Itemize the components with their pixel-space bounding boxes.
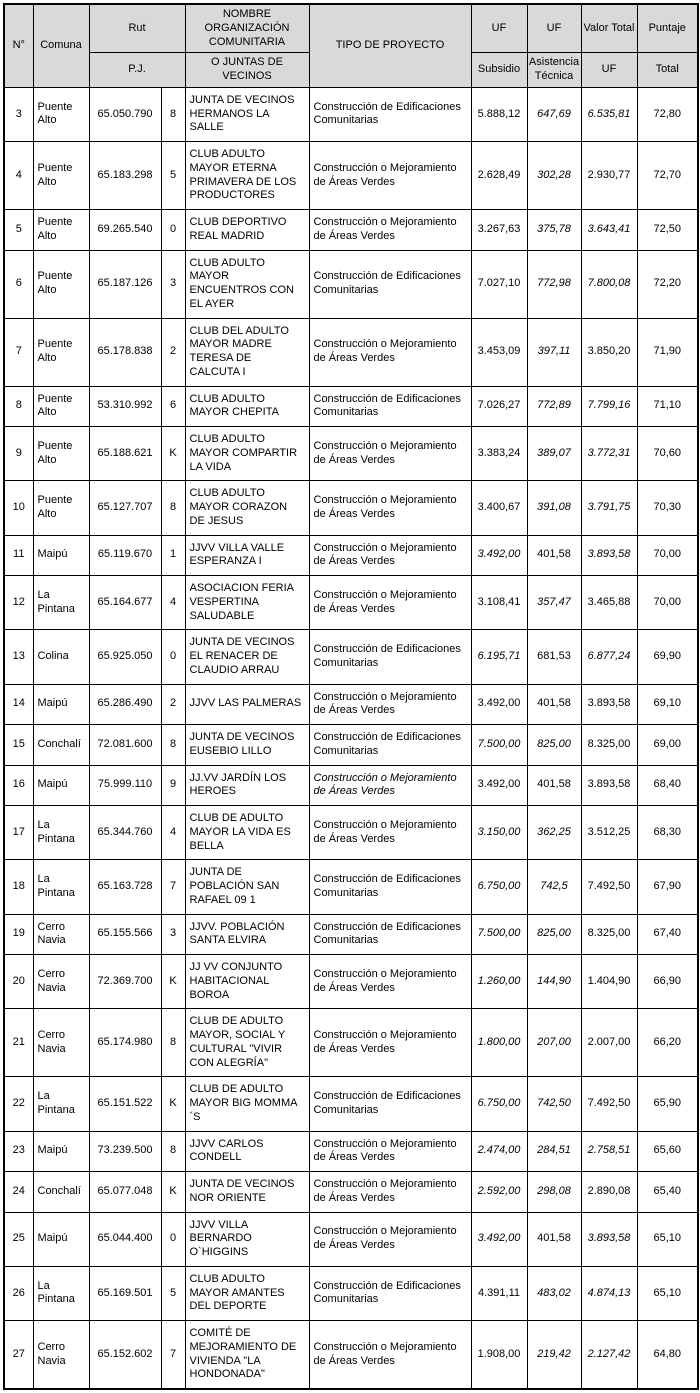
- rut-dv-cell: 0: [161, 630, 185, 684]
- uf-asistencia-cell: 389,07: [527, 427, 581, 481]
- project-type-cell: Construcción o Mejoramiento de Áreas Verdes: [309, 1212, 471, 1266]
- rut-dv-cell: 4: [161, 576, 185, 630]
- uf-asistencia-cell: 772,89: [527, 386, 581, 427]
- table-row: [4, 860, 698, 914]
- project-type-cell: Construcción de Edificaciones Comunitarias: [309, 860, 471, 914]
- row-number-cell: 5: [4, 210, 33, 251]
- organization-name-cell: CLUB ADULTO MAYOR AMANTES DEL DEPORTE: [185, 1266, 309, 1320]
- organization-name-cell: JUNTA DE VECINOS EL RENACER DE CLAUDIO ARRAU: [185, 630, 309, 684]
- project-type-cell: Construcción o Mejoramiento de Áreas Verdes: [309, 1321, 471, 1390]
- organization-name-cell: CLUB DE ADULTO MAYOR LA VIDA ES BELLA: [185, 806, 309, 860]
- row-number-cell: 16: [4, 765, 33, 806]
- valor-total-uf-cell: 6.877,24: [581, 630, 637, 684]
- puntaje-total-cell: 72,80: [637, 87, 698, 141]
- project-type-cell: Construcción de Edificaciones Comunitarias: [309, 630, 471, 684]
- table-row: [4, 87, 698, 141]
- rut-dv-cell: 7: [161, 1321, 185, 1390]
- table-body: [4, 87, 698, 1389]
- comuna-cell: Maipú: [33, 1212, 89, 1266]
- uf-subsidio-cell: 7.500,00: [471, 914, 527, 955]
- puntaje-total-cell: 67,40: [637, 914, 698, 955]
- rut-cell: 65.127.707: [89, 481, 161, 535]
- header-comuna: Comuna: [33, 4, 89, 87]
- uf-asistencia-cell: 284,51: [527, 1131, 581, 1172]
- uf-subsidio-cell: 3.150,00: [471, 806, 527, 860]
- rut-cell: 69.265.540: [89, 210, 161, 251]
- table-row: [4, 250, 698, 318]
- uf-asistencia-cell: 825,00: [527, 725, 581, 766]
- uf-asistencia-cell: 825,00: [527, 914, 581, 955]
- comuna-cell: Puente Alto: [33, 427, 89, 481]
- table-row: [4, 1172, 698, 1213]
- organization-name-cell: CLUB ADULTO MAYOR CORAZON DE JESUS: [185, 481, 309, 535]
- puntaje-total-cell: 65,10: [637, 1212, 698, 1266]
- rut-cell: 65.050.790: [89, 87, 161, 141]
- organization-name-cell: JUNTA DE VECINOS NOR ORIENTE: [185, 1172, 309, 1213]
- uf-asistencia-cell: 298,08: [527, 1172, 581, 1213]
- comuna-cell: Puente Alto: [33, 481, 89, 535]
- comuna-cell: Conchalí: [33, 1172, 89, 1213]
- table-row: [4, 725, 698, 766]
- header-pj: P.J.: [89, 53, 185, 88]
- comuna-cell: Puente Alto: [33, 318, 89, 386]
- rut-cell: 72.369.700: [89, 955, 161, 1009]
- header-rut: Rut: [89, 4, 185, 53]
- table-row: [4, 1321, 698, 1390]
- uf-subsidio-cell: 5.888,12: [471, 87, 527, 141]
- project-type-cell: Construcción o Mejoramiento de Áreas Verdes: [309, 210, 471, 251]
- project-type-cell: Construcción o Mejoramiento de Áreas Verdes: [309, 684, 471, 725]
- organization-name-cell: CLUB DE ADULTO MAYOR BIG MOMMA´S: [185, 1077, 309, 1131]
- rut-dv-cell: 4: [161, 806, 185, 860]
- row-number-cell: 12: [4, 576, 33, 630]
- uf-subsidio-cell: 6.195,71: [471, 630, 527, 684]
- rut-cell: 53.310.992: [89, 386, 161, 427]
- rut-cell: 65.344.760: [89, 806, 161, 860]
- valor-total-uf-cell: 3.893,58: [581, 684, 637, 725]
- header-valor-total: Valor Total: [581, 4, 637, 53]
- organization-name-cell: ASOCIACION FERIA VESPERTINA SALUDABLE: [185, 576, 309, 630]
- table-row: [4, 1212, 698, 1266]
- rut-dv-cell: 8: [161, 1009, 185, 1077]
- uf-subsidio-cell: 3.492,00: [471, 684, 527, 725]
- valor-total-uf-cell: 3.512,25: [581, 806, 637, 860]
- rut-cell: 65.044.400: [89, 1212, 161, 1266]
- uf-subsidio-cell: 1.908,00: [471, 1321, 527, 1390]
- comuna-cell: Maipú: [33, 765, 89, 806]
- uf-asistencia-cell: 375,78: [527, 210, 581, 251]
- comuna-cell: Colina: [33, 630, 89, 684]
- table-row: [4, 806, 698, 860]
- rut-dv-cell: 5: [161, 142, 185, 210]
- valor-total-uf-cell: 7.799,16: [581, 386, 637, 427]
- table-header: [4, 4, 698, 87]
- valor-total-uf-cell: 2.127,42: [581, 1321, 637, 1390]
- valor-total-uf-cell: 3.791,75: [581, 481, 637, 535]
- uf-subsidio-cell: 3.492,00: [471, 535, 527, 576]
- uf-subsidio-cell: 4.391,11: [471, 1266, 527, 1320]
- valor-total-uf-cell: 7.800,08: [581, 250, 637, 318]
- uf-subsidio-cell: 6.750,00: [471, 860, 527, 914]
- uf-subsidio-cell: 3.383,24: [471, 427, 527, 481]
- uf-asistencia-cell: 401,58: [527, 765, 581, 806]
- organization-name-cell: JJVV VILLA BERNARDO O`HIGGINS: [185, 1212, 309, 1266]
- header-subsidio: Subsidio: [471, 53, 527, 88]
- table-row: [4, 630, 698, 684]
- project-type-cell: Construcción o Mejoramiento de Áreas Verdes: [309, 142, 471, 210]
- uf-asistencia-cell: 401,58: [527, 535, 581, 576]
- table-row: [4, 765, 698, 806]
- valor-total-uf-cell: 3.772,31: [581, 427, 637, 481]
- row-number-cell: 18: [4, 860, 33, 914]
- comuna-cell: Puente Alto: [33, 142, 89, 210]
- rut-dv-cell: K: [161, 955, 185, 1009]
- header-uf-subsidio: UF: [471, 4, 527, 53]
- row-number-cell: 17: [4, 806, 33, 860]
- uf-subsidio-cell: 2.474,00: [471, 1131, 527, 1172]
- uf-asistencia-cell: 647,69: [527, 87, 581, 141]
- rut-dv-cell: 8: [161, 481, 185, 535]
- organization-name-cell: COMITÉ DE MEJORAMIENTO DE VIVIENDA "LA HONDONADA": [185, 1321, 309, 1390]
- valor-total-uf-cell: 3.893,58: [581, 1212, 637, 1266]
- comuna-cell: Cerro Navia: [33, 955, 89, 1009]
- puntaje-total-cell: 65,90: [637, 1077, 698, 1131]
- row-number-cell: 7: [4, 318, 33, 386]
- valor-total-uf-cell: 6.535,81: [581, 87, 637, 141]
- row-number-cell: 22: [4, 1077, 33, 1131]
- comuna-cell: Puente Alto: [33, 210, 89, 251]
- table-row: [4, 386, 698, 427]
- organization-name-cell: CLUB ADULTO MAYOR ENCUENTROS CON EL AYER: [185, 250, 309, 318]
- comuna-cell: Cerro Navia: [33, 1009, 89, 1077]
- header-uf-asistencia: UF: [527, 4, 581, 53]
- project-type-cell: Construcción o Mejoramiento de Áreas Verdes: [309, 318, 471, 386]
- row-number-cell: 24: [4, 1172, 33, 1213]
- uf-asistencia-cell: 397,11: [527, 318, 581, 386]
- table-row: [4, 684, 698, 725]
- rut-dv-cell: 3: [161, 250, 185, 318]
- header-asistencia-tecnica: Asistencia Técnica: [527, 53, 581, 88]
- row-number-cell: 19: [4, 914, 33, 955]
- rut-cell: 65.163.728: [89, 860, 161, 914]
- comuna-cell: Cerro Navia: [33, 1321, 89, 1390]
- table-row: [4, 576, 698, 630]
- table-row: [4, 1077, 698, 1131]
- table-row: [4, 955, 698, 1009]
- table-row: [4, 535, 698, 576]
- row-number-cell: 8: [4, 386, 33, 427]
- puntaje-total-cell: 65,40: [637, 1172, 698, 1213]
- puntaje-total-cell: 65,60: [637, 1131, 698, 1172]
- rut-dv-cell: 1: [161, 535, 185, 576]
- table-row: [4, 914, 698, 955]
- rut-cell: 65.925.050: [89, 630, 161, 684]
- comuna-cell: La Pintana: [33, 806, 89, 860]
- rut-cell: 65.174.980: [89, 1009, 161, 1077]
- project-type-cell: Construcción o Mejoramiento de Áreas Verdes: [309, 765, 471, 806]
- row-number-cell: 27: [4, 1321, 33, 1390]
- rut-cell: 65.155.566: [89, 914, 161, 955]
- puntaje-total-cell: 69,10: [637, 684, 698, 725]
- uf-asistencia-cell: 681,53: [527, 630, 581, 684]
- comuna-cell: La Pintana: [33, 1266, 89, 1320]
- valor-total-uf-cell: 1.404,90: [581, 955, 637, 1009]
- project-type-cell: Construcción o Mejoramiento de Áreas Verdes: [309, 576, 471, 630]
- rut-cell: 65.187.126: [89, 250, 161, 318]
- valor-total-uf-cell: 8.325,00: [581, 725, 637, 766]
- puntaje-total-cell: 70,30: [637, 481, 698, 535]
- valor-total-uf-cell: 8.325,00: [581, 914, 637, 955]
- rut-cell: 65.178.838: [89, 318, 161, 386]
- row-number-cell: 21: [4, 1009, 33, 1077]
- valor-total-uf-cell: 3.850,20: [581, 318, 637, 386]
- row-number-cell: 10: [4, 481, 33, 535]
- rut-cell: 65.164.677: [89, 576, 161, 630]
- rut-dv-cell: 7: [161, 860, 185, 914]
- rut-dv-cell: 6: [161, 386, 185, 427]
- puntaje-total-cell: 71,90: [637, 318, 698, 386]
- organization-name-cell: JUNTA DE VECINOS HERMANOS LA SALLE: [185, 87, 309, 141]
- row-number-cell: 4: [4, 142, 33, 210]
- row-number-cell: 11: [4, 535, 33, 576]
- project-type-cell: Construcción de Edificaciones Comunitarias: [309, 1077, 471, 1131]
- row-number-cell: 26: [4, 1266, 33, 1320]
- valor-total-uf-cell: 2.930,77: [581, 142, 637, 210]
- rut-cell: 65.183.298: [89, 142, 161, 210]
- organization-name-cell: JJVV VILLA VALLE ESPERANZA I: [185, 535, 309, 576]
- row-number-cell: 25: [4, 1212, 33, 1266]
- row-number-cell: 9: [4, 427, 33, 481]
- valor-total-uf-cell: 3.643,41: [581, 210, 637, 251]
- project-type-cell: Construcción de Edificaciones Comunitarias: [309, 250, 471, 318]
- puntaje-total-cell: 72,20: [637, 250, 698, 318]
- organization-name-cell: JJVV. POBLACIÓN SANTA ELVIRA: [185, 914, 309, 955]
- organization-name-cell: JJVV CARLOS CONDELL: [185, 1131, 309, 1172]
- uf-asistencia-cell: 391,08: [527, 481, 581, 535]
- comuna-cell: Maipú: [33, 535, 89, 576]
- uf-subsidio-cell: 7.026,27: [471, 386, 527, 427]
- puntaje-total-cell: 70,00: [637, 576, 698, 630]
- puntaje-total-cell: 72,50: [637, 210, 698, 251]
- row-number-cell: 14: [4, 684, 33, 725]
- uf-asistencia-cell: 742,5: [527, 860, 581, 914]
- row-number-cell: 13: [4, 630, 33, 684]
- organization-name-cell: CLUB DEL ADULTO MAYOR MADRE TERESA DE CALCUTA I: [185, 318, 309, 386]
- organization-name-cell: CLUB ADULTO MAYOR COMPARTIR LA VIDA: [185, 427, 309, 481]
- uf-asistencia-cell: 742,50: [527, 1077, 581, 1131]
- comuna-cell: La Pintana: [33, 576, 89, 630]
- uf-asistencia-cell: 401,58: [527, 684, 581, 725]
- organization-name-cell: CLUB ADULTO MAYOR ETERNA PRIMAVERA DE LOS PRODUCTORES: [185, 142, 309, 210]
- uf-subsidio-cell: 2.592,00: [471, 1172, 527, 1213]
- puntaje-total-cell: 71,10: [637, 386, 698, 427]
- organization-name-cell: CLUB ADULTO MAYOR CHEPITA: [185, 386, 309, 427]
- uf-asistencia-cell: 483,02: [527, 1266, 581, 1320]
- uf-subsidio-cell: 1.800,00: [471, 1009, 527, 1077]
- puntaje-total-cell: 70,60: [637, 427, 698, 481]
- uf-asistencia-cell: 357,47: [527, 576, 581, 630]
- table-row: [4, 210, 698, 251]
- rut-dv-cell: 8: [161, 1131, 185, 1172]
- row-number-cell: 15: [4, 725, 33, 766]
- rut-cell: 75.999.110: [89, 765, 161, 806]
- comuna-cell: La Pintana: [33, 860, 89, 914]
- puntaje-total-cell: 69,90: [637, 630, 698, 684]
- rut-cell: 65.152.602: [89, 1321, 161, 1390]
- comuna-cell: Puente Alto: [33, 250, 89, 318]
- rut-dv-cell: 2: [161, 684, 185, 725]
- table-row: [4, 142, 698, 210]
- uf-asistencia-cell: 207,00: [527, 1009, 581, 1077]
- uf-subsidio-cell: 7.027,10: [471, 250, 527, 318]
- rut-cell: 72.081.600: [89, 725, 161, 766]
- rut-dv-cell: K: [161, 427, 185, 481]
- table-row: [4, 427, 698, 481]
- comuna-cell: La Pintana: [33, 1077, 89, 1131]
- rut-dv-cell: 2: [161, 318, 185, 386]
- valor-total-uf-cell: 4.874,13: [581, 1266, 637, 1320]
- organization-name-cell: CLUB DE ADULTO MAYOR, SOCIAL Y CULTURAL "VIVIR CON ALEGRÍA": [185, 1009, 309, 1077]
- project-type-cell: Construcción o Mejoramiento de Áreas Verdes: [309, 535, 471, 576]
- valor-total-uf-cell: 3.893,58: [581, 765, 637, 806]
- puntaje-total-cell: 66,90: [637, 955, 698, 1009]
- uf-subsidio-cell: 3.400,67: [471, 481, 527, 535]
- uf-subsidio-cell: 6.750,00: [471, 1077, 527, 1131]
- valor-total-uf-cell: 3.893,58: [581, 535, 637, 576]
- uf-subsidio-cell: 2.628,49: [471, 142, 527, 210]
- table-row: [4, 318, 698, 386]
- puntaje-total-cell: 72,70: [637, 142, 698, 210]
- project-type-cell: Construcción de Edificaciones Comunitarias: [309, 914, 471, 955]
- uf-asistencia-cell: 401,58: [527, 1212, 581, 1266]
- rut-dv-cell: 9: [161, 765, 185, 806]
- row-number-cell: 23: [4, 1131, 33, 1172]
- table-row: [4, 1266, 698, 1320]
- rut-dv-cell: K: [161, 1172, 185, 1213]
- header-tipo-proyecto: TIPO DE PROYECTO: [309, 4, 471, 87]
- project-type-cell: Construcción o Mejoramiento de Áreas Verdes: [309, 1131, 471, 1172]
- rut-dv-cell: K: [161, 1077, 185, 1131]
- project-type-cell: Construcción o Mejoramiento de Áreas Verdes: [309, 955, 471, 1009]
- organization-name-cell: JJ VV CONJUNTO HABITACIONAL BOROA: [185, 955, 309, 1009]
- organization-name-cell: JJ.VV JARDÍN LOS HEROES: [185, 765, 309, 806]
- table-row: [4, 481, 698, 535]
- rut-dv-cell: 8: [161, 87, 185, 141]
- organization-name-cell: CLUB DEPORTIVO REAL MADRID: [185, 210, 309, 251]
- projects-ranking-table: [3, 3, 699, 1390]
- puntaje-total-cell: 64,80: [637, 1321, 698, 1390]
- uf-asistencia-cell: 362,25: [527, 806, 581, 860]
- header-nombre-organizacion: NOMBRE ORGANIZACIÓN COMUNITARIA: [185, 4, 309, 53]
- comuna-cell: Conchalí: [33, 725, 89, 766]
- row-number-cell: 3: [4, 87, 33, 141]
- uf-asistencia-cell: 772,98: [527, 250, 581, 318]
- project-type-cell: Construcción de Edificaciones Comunitarias: [309, 725, 471, 766]
- header-puntaje: Puntaje: [637, 4, 698, 53]
- valor-total-uf-cell: 3.465,88: [581, 576, 637, 630]
- rut-cell: 65.169.501: [89, 1266, 161, 1320]
- uf-asistencia-cell: 144,90: [527, 955, 581, 1009]
- puntaje-total-cell: 70,00: [637, 535, 698, 576]
- project-type-cell: Construcción o Mejoramiento de Áreas Verdes: [309, 1009, 471, 1077]
- puntaje-total-cell: 65,10: [637, 1266, 698, 1320]
- rut-cell: 65.188.621: [89, 427, 161, 481]
- header-valor-uf: UF: [581, 53, 637, 88]
- row-number-cell: 20: [4, 955, 33, 1009]
- uf-subsidio-cell: 7.500,00: [471, 725, 527, 766]
- project-type-cell: Construcción de Edificaciones Comunitarias: [309, 386, 471, 427]
- puntaje-total-cell: 69,00: [637, 725, 698, 766]
- rut-cell: 65.119.670: [89, 535, 161, 576]
- valor-total-uf-cell: 7.492,50: [581, 1077, 637, 1131]
- organization-name-cell: JJVV LAS PALMERAS: [185, 684, 309, 725]
- project-type-cell: Construcción de Edificaciones Comunitarias: [309, 87, 471, 141]
- uf-subsidio-cell: 1.260,00: [471, 955, 527, 1009]
- rut-dv-cell: 0: [161, 210, 185, 251]
- rut-dv-cell: 3: [161, 914, 185, 955]
- uf-subsidio-cell: 3.453,09: [471, 318, 527, 386]
- uf-asistencia-cell: 219,42: [527, 1321, 581, 1390]
- rut-dv-cell: 5: [161, 1266, 185, 1320]
- valor-total-uf-cell: 2.007,00: [581, 1009, 637, 1077]
- header-numero: N°: [4, 4, 33, 87]
- puntaje-total-cell: 68,30: [637, 806, 698, 860]
- comuna-cell: Puente Alto: [33, 87, 89, 141]
- project-type-cell: Construcción o Mejoramiento de Áreas Verdes: [309, 806, 471, 860]
- valor-total-uf-cell: 7.492,50: [581, 860, 637, 914]
- project-type-cell: Construcción o Mejoramiento de Áreas Verdes: [309, 481, 471, 535]
- project-type-cell: Construcción o Mejoramiento de Áreas Verdes: [309, 1172, 471, 1213]
- header-juntas-vecinos: O JUNTAS DE VECINOS: [185, 53, 309, 88]
- rut-cell: 65.151.522: [89, 1077, 161, 1131]
- row-number-cell: 6: [4, 250, 33, 318]
- valor-total-uf-cell: 2.890,08: [581, 1172, 637, 1213]
- table-row: [4, 1009, 698, 1077]
- organization-name-cell: JUNTA DE POBLACIÓN SAN RAFAEL 09 1: [185, 860, 309, 914]
- uf-subsidio-cell: 3.267,63: [471, 210, 527, 251]
- uf-subsidio-cell: 3.492,00: [471, 1212, 527, 1266]
- table-row: [4, 1131, 698, 1172]
- project-type-cell: Construcción de Edificaciones Comunitarias: [309, 1266, 471, 1320]
- uf-subsidio-cell: 3.492,00: [471, 765, 527, 806]
- project-type-cell: Construcción o Mejoramiento de Áreas Verdes: [309, 427, 471, 481]
- valor-total-uf-cell: 2.758,51: [581, 1131, 637, 1172]
- rut-cell: 65.077.048: [89, 1172, 161, 1213]
- comuna-cell: Maipú: [33, 684, 89, 725]
- uf-asistencia-cell: 302,28: [527, 142, 581, 210]
- comuna-cell: Maipú: [33, 1131, 89, 1172]
- comuna-cell: Cerro Navia: [33, 914, 89, 955]
- rut-cell: 65.286.490: [89, 684, 161, 725]
- header-total: Total: [637, 53, 698, 88]
- uf-subsidio-cell: 3.108,41: [471, 576, 527, 630]
- puntaje-total-cell: 68,40: [637, 765, 698, 806]
- organization-name-cell: JUNTA DE VECINOS EUSEBIO LILLO: [185, 725, 309, 766]
- rut-dv-cell: 0: [161, 1212, 185, 1266]
- puntaje-total-cell: 67,90: [637, 860, 698, 914]
- rut-dv-cell: 8: [161, 725, 185, 766]
- puntaje-total-cell: 66,20: [637, 1009, 698, 1077]
- rut-cell: 73.239.500: [89, 1131, 161, 1172]
- comuna-cell: Puente Alto: [33, 386, 89, 427]
